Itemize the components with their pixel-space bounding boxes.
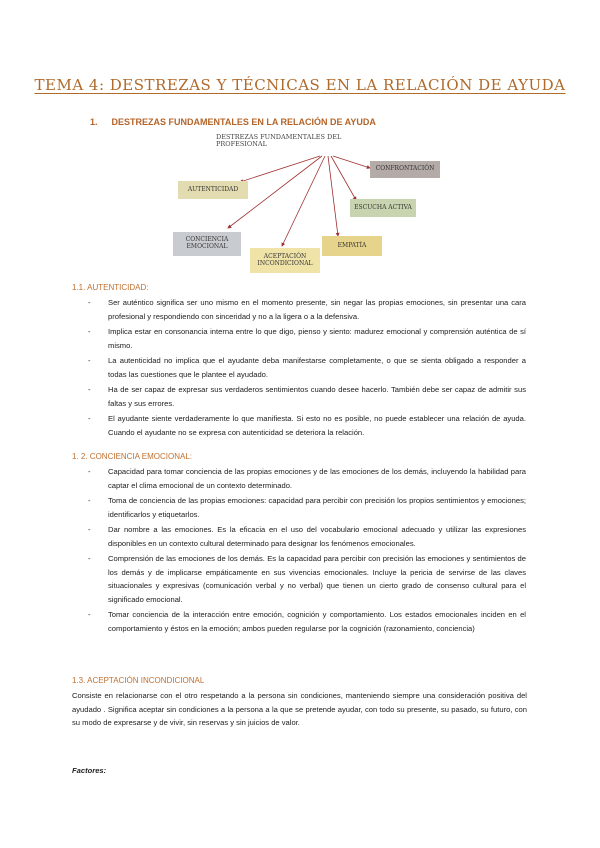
node-empatia: EMPATÍA [322,236,382,256]
aceptacion-paragraph: Consiste en relacionarse con el otro respetando a la persona sin condiciones, manteniendo siempre una consideración positiva del ayudado . Significa aceptar sin condiciones a la persona a la que se pretende ayudar, con todo su presente, su pasado, su futuro, con su modo de expresarse y de vivir, sin reservas y sin juicios de valor. [72,691,527,727]
skills-diagram [170,128,440,278]
list-item: - Ha de ser capaz de expresar sus verdaderos sentimientos cuando desee hacerlo. También debe ser capaz de admitir sus faltas y sus errores. [88,383,526,410]
section-1-1-heading: 1.1. AUTENTICIDAD: [72,283,149,292]
arrow-to-autenticidad [240,156,320,182]
list-item: - Tomar conciencia de la interacción entre emoción, cognición y comportamiento. Los estados emocionales inciden en el comportamiento y éstos en la emoción; ambos pueden regularse por la cognición (razonamiento, conciencia) [88,608,526,635]
section-1-label: DESTREZAS FUNDAMENTALES EN LA RELACIÓN DE AYUDA [111,117,376,127]
list-item: - La autenticidad no implica que el ayudante deba manifestarse completamente, o que se sienta obligado a responder a todas las cuestiones que le plantee el ayudado. [88,354,526,381]
list-item: - Implica estar en consonancia interna entre lo que digo, pienso y siento: madurez emocional y comprensión auténtica de sí mismo. [88,325,526,352]
section-1-3-heading: 1.3. ACEPTACIÓN INCONDICIONAL [72,676,205,685]
section-1-2-heading: 1. 2. CONCIENCIA EMOCIONAL: [72,452,193,461]
section-1-heading [90,117,376,127]
autenticidad-list [88,296,526,441]
list-item: - Toma de conciencia de las propias emociones: capacidad para percibir con precisión los propios sentimientos y emociones; identificarlos y etiquetarlos. [88,494,526,521]
list-item: - El ayudante siente verdaderamente lo que manifiesta. Si esto no es posible, no puede establecer una relación de ayuda. Cuando el ayudante no se expresa con autenticidad se deteriora la relación. [88,412,526,439]
arrow-to-aceptacion [282,156,325,246]
arrow-to-confrontacion [333,156,370,168]
node-conciencia-emocional: CONCIENCIA EMOCIONAL [173,232,241,256]
node-confrontacion: CONFRONTACIÓN [370,161,440,178]
factores-label: Factores: [72,766,107,775]
list-item: - Dar nombre a las emociones. Es la eficacia en el uso del vocabulario emocional adecuado y utilizar las expresiones disponibles en un contexto cultural determinado para designar los fenómenos emocionales. [88,523,526,550]
conciencia-emocional-list [88,465,526,637]
node-aceptacion-incondicional: ACEPTACIÓN INCONDICIONAL [250,248,320,273]
list-item: - Capacidad para tomar conciencia de las propias emociones y de las emociones de los demás, incluyendo la habilidad para captar el clima emocional de un contexto determinado. [88,465,526,492]
section-1-number: 1. [90,117,98,127]
node-escucha-activa: ESCUCHA ACTIVA [350,199,416,217]
diagram-title: DESTREZAS FUNDAMENTALES DEL PROFESIONAL [216,133,342,149]
list-item: - Ser auténtico significa ser uno mismo en el momento presente, sin negar las propias emociones, sin presentar una cara profesional y respondiendo con sinceridad y no a la ligera o a la defensiva. [88,296,526,323]
node-autenticidad: AUTENTICIDAD [178,181,248,199]
page-title: TEMA 4: DESTREZAS Y TÉCNICAS EN LA RELACIÓN DE AYUDA [34,76,566,94]
arrow-to-empatia [328,156,338,236]
list-item: - Comprensión de las emociones de los demás. Es la capacidad para percibir con precisión las emociones y sentimientos de los demás y de implicarse empáticamente en sus vivencias emocionales. Incluye la pericia de servirse de las claves situacionales y expresivas (comunicación verbal y no verbal) que tienen un cierto grado de consenso cultural para el significado emocional. [88,552,526,606]
